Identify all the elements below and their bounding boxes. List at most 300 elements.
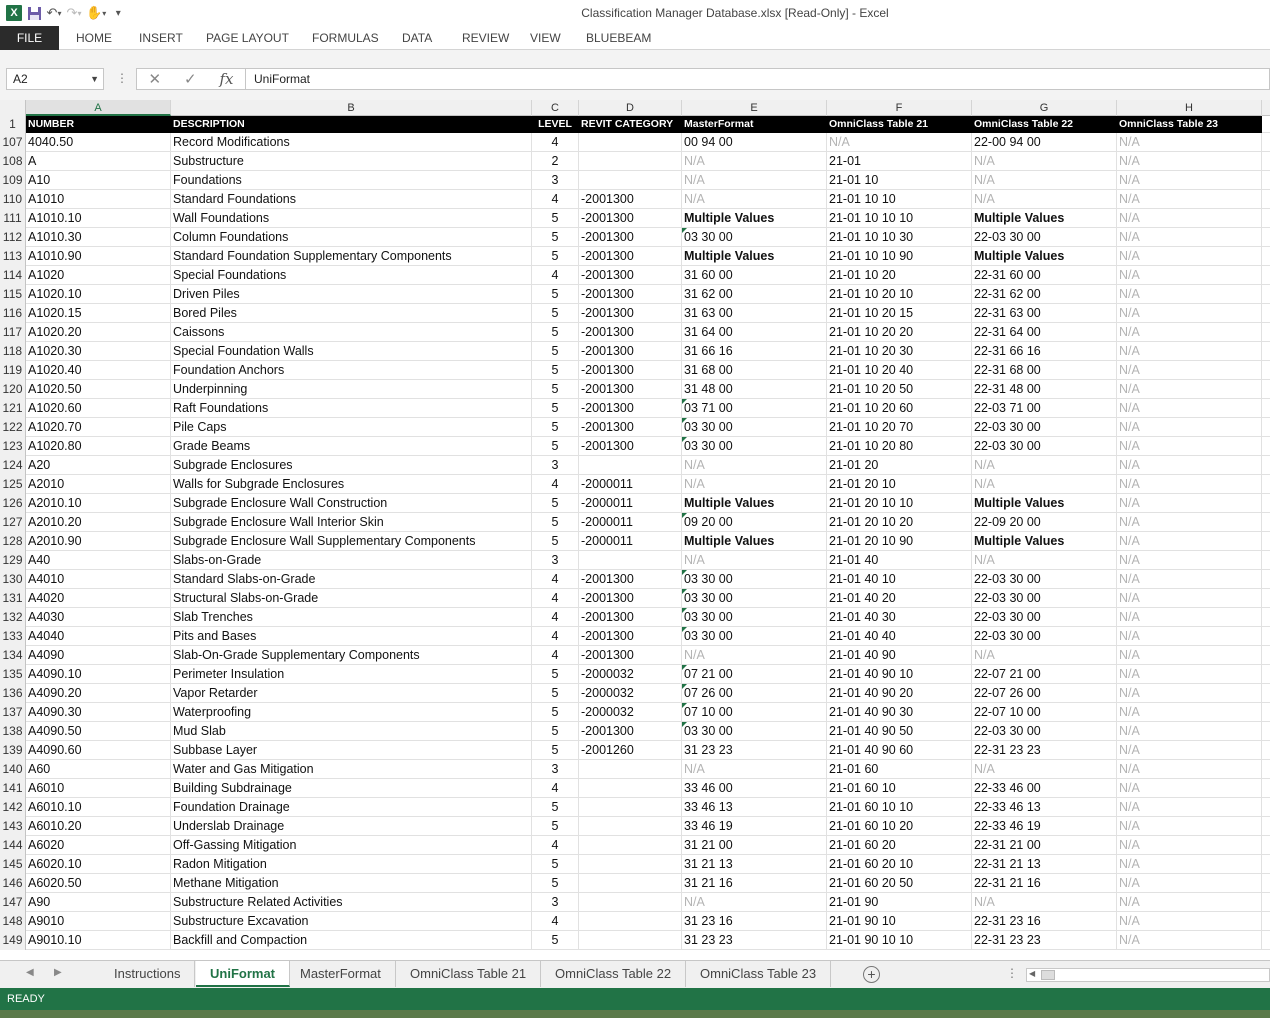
ribbon-tab-insert[interactable]: INSERT — [139, 31, 183, 45]
cell-b[interactable]: Substructure — [171, 152, 532, 171]
cell-c[interactable]: 4 — [532, 912, 579, 931]
cell-c[interactable]: 4 — [532, 133, 579, 152]
cell-g[interactable]: 22-03 30 00 — [972, 437, 1117, 456]
cell-h[interactable]: N/A — [1117, 456, 1262, 475]
cell-g[interactable]: N/A — [972, 190, 1117, 209]
row-number[interactable]: 1 — [0, 116, 26, 133]
sheet-tab-omniclass-table-23[interactable]: OmniClass Table 23 — [686, 961, 831, 987]
cell-d[interactable] — [579, 836, 682, 855]
row-number[interactable]: 126 — [0, 494, 26, 513]
cell-h[interactable]: N/A — [1117, 722, 1262, 741]
cell-c[interactable]: 5 — [532, 874, 579, 893]
cell-f[interactable]: 21-01 40 90 20 — [827, 684, 972, 703]
cell-d[interactable]: -2001300 — [579, 722, 682, 741]
cell-c[interactable]: 2 — [532, 152, 579, 171]
cell-g[interactable]: N/A — [972, 171, 1117, 190]
cell-g[interactable]: 22-31 21 16 — [972, 874, 1117, 893]
cell-b[interactable]: Foundation Drainage — [171, 798, 532, 817]
cell-g[interactable]: 22-31 66 16 — [972, 342, 1117, 361]
cell-d[interactable]: -2001300 — [579, 627, 682, 646]
cell-f[interactable]: 21-01 60 20 50 — [827, 874, 972, 893]
cell-g[interactable]: 22-03 30 00 — [972, 589, 1117, 608]
cell-e[interactable]: 33 46 00 — [682, 779, 827, 798]
cell-a[interactable]: A1020.60 — [26, 399, 171, 418]
cell-a[interactable]: A4090.20 — [26, 684, 171, 703]
cell-f[interactable]: 21-01 40 30 — [827, 608, 972, 627]
column-header-c[interactable]: C — [532, 100, 579, 116]
cell-f[interactable]: 21-01 10 20 15 — [827, 304, 972, 323]
scroll-right-icon[interactable]: ▶ — [54, 967, 62, 978]
cell-d[interactable]: -2001300 — [579, 418, 682, 437]
cell-g[interactable]: Multiple Values — [972, 247, 1117, 266]
cell-b[interactable]: Caissons — [171, 323, 532, 342]
cell-g[interactable]: 22-09 20 00 — [972, 513, 1117, 532]
row-number[interactable]: 140 — [0, 760, 26, 779]
cell-e[interactable]: 31 23 16 — [682, 912, 827, 931]
cell-b[interactable]: Radon Mitigation — [171, 855, 532, 874]
cell-b[interactable]: Water and Gas Mitigation — [171, 760, 532, 779]
cell-h[interactable]: N/A — [1117, 855, 1262, 874]
sheet-tab-instructions[interactable]: Instructions — [100, 961, 195, 987]
cell-b[interactable]: Substructure Related Activities — [171, 893, 532, 912]
cell-b[interactable]: Underpinning — [171, 380, 532, 399]
row-number[interactable]: 117 — [0, 323, 26, 342]
row-number[interactable]: 129 — [0, 551, 26, 570]
cell-e[interactable]: 03 30 00 — [682, 437, 827, 456]
cell-h[interactable]: N/A — [1117, 608, 1262, 627]
cell-a[interactable]: A4020 — [26, 589, 171, 608]
cell-h[interactable]: N/A — [1117, 133, 1262, 152]
cell-b[interactable]: Standard Foundations — [171, 190, 532, 209]
cell-f[interactable]: 21-01 10 20 80 — [827, 437, 972, 456]
cell-h[interactable]: N/A — [1117, 589, 1262, 608]
cell-a[interactable]: A — [26, 152, 171, 171]
cell-f[interactable]: 21-01 40 90 30 — [827, 703, 972, 722]
cell-c[interactable]: 5 — [532, 342, 579, 361]
cell-e[interactable]: 31 66 16 — [682, 342, 827, 361]
cell-e[interactable]: 03 30 00 — [682, 722, 827, 741]
cell-d[interactable] — [579, 456, 682, 475]
cell-b[interactable]: Walls for Subgrade Enclosures — [171, 475, 532, 494]
cell-e[interactable]: 31 68 00 — [682, 361, 827, 380]
cell-g[interactable]: 22-03 30 00 — [972, 570, 1117, 589]
touch-mode-icon[interactable]: ✋ ▾ — [86, 5, 107, 20]
row-number[interactable]: 134 — [0, 646, 26, 665]
cell-f[interactable]: 21-01 40 40 — [827, 627, 972, 646]
cell-d[interactable]: -2001300 — [579, 570, 682, 589]
cell-b[interactable]: Foundations — [171, 171, 532, 190]
cell-h[interactable]: N/A — [1117, 418, 1262, 437]
cell-b[interactable]: Pits and Bases — [171, 627, 532, 646]
cell-g[interactable]: N/A — [972, 760, 1117, 779]
cell-f[interactable]: 21-01 40 90 10 — [827, 665, 972, 684]
undo-icon[interactable]: ↶ ▾ — [46, 5, 62, 20]
cell-c[interactable]: 5 — [532, 798, 579, 817]
cell-e[interactable]: 03 30 00 — [682, 418, 827, 437]
redo-icon[interactable]: ↷ ▾ — [66, 5, 82, 20]
cell-e[interactable]: 00 94 00 — [682, 133, 827, 152]
cell-a[interactable]: A1010.90 — [26, 247, 171, 266]
cell-g[interactable]: 22-33 46 00 — [972, 779, 1117, 798]
cell-c[interactable]: 3 — [532, 893, 579, 912]
cell-h[interactable]: N/A — [1117, 532, 1262, 551]
cell-c[interactable]: 5 — [532, 684, 579, 703]
cancel-icon[interactable]: ✕ — [148, 71, 162, 88]
cell-d[interactable] — [579, 855, 682, 874]
cell-d[interactable] — [579, 817, 682, 836]
cell-e[interactable]: 31 63 00 — [682, 304, 827, 323]
cell-a[interactable]: A6020.50 — [26, 874, 171, 893]
ribbon-tab-data[interactable]: DATA — [402, 31, 433, 45]
cell-e[interactable]: N/A — [682, 551, 827, 570]
cell-b[interactable]: Vapor Retarder — [171, 684, 532, 703]
cell-e[interactable]: 07 21 00 — [682, 665, 827, 684]
cell-a[interactable]: A1010.10 — [26, 209, 171, 228]
cell-e[interactable]: N/A — [682, 190, 827, 209]
select-all-corner[interactable] — [0, 100, 26, 116]
cell-g[interactable]: 22-07 21 00 — [972, 665, 1117, 684]
cell-h[interactable]: N/A — [1117, 817, 1262, 836]
customize-toolbar-icon[interactable]: ▾ — [115, 7, 121, 19]
cell-c[interactable]: 5 — [532, 665, 579, 684]
cell-d[interactable]: -2001300 — [579, 437, 682, 456]
cell-f[interactable]: 21-01 10 20 — [827, 266, 972, 285]
cell-h[interactable]: N/A — [1117, 551, 1262, 570]
cell-b[interactable]: Underslab Drainage — [171, 817, 532, 836]
cell-f[interactable]: 21-01 10 20 50 — [827, 380, 972, 399]
cell-g[interactable]: 22-31 63 00 — [972, 304, 1117, 323]
cell-f[interactable]: 21-01 10 10 90 — [827, 247, 972, 266]
cell-f[interactable]: N/A — [827, 133, 972, 152]
cell-f[interactable]: 21-01 20 10 20 — [827, 513, 972, 532]
cell-h[interactable]: N/A — [1117, 665, 1262, 684]
enter-check-icon[interactable]: ✓ — [183, 71, 197, 88]
cell-h[interactable]: N/A — [1117, 874, 1262, 893]
cell-f[interactable]: 21-01 60 — [827, 760, 972, 779]
cell-g[interactable]: 22-31 21 13 — [972, 855, 1117, 874]
cell-b[interactable]: Perimeter Insulation — [171, 665, 532, 684]
row-number[interactable]: 138 — [0, 722, 26, 741]
cell-f[interactable]: 21-01 10 20 70 — [827, 418, 972, 437]
cell-h[interactable]: N/A — [1117, 931, 1262, 950]
cell-e[interactable]: 33 46 13 — [682, 798, 827, 817]
cell-c[interactable]: 5 — [532, 304, 579, 323]
cell-g[interactable]: N/A — [972, 893, 1117, 912]
cell-h[interactable]: N/A — [1117, 741, 1262, 760]
cell-d[interactable] — [579, 779, 682, 798]
cell-f[interactable]: 21-01 90 10 10 — [827, 931, 972, 950]
cell-b[interactable]: Slabs-on-Grade — [171, 551, 532, 570]
cell-c[interactable]: 3 — [532, 551, 579, 570]
cell-d[interactable] — [579, 798, 682, 817]
cell-a[interactable]: A20 — [26, 456, 171, 475]
cell-f[interactable]: 21-01 10 10 30 — [827, 228, 972, 247]
cell-b[interactable]: Standard Foundation Supplementary Components — [171, 247, 532, 266]
cell-c[interactable]: 4 — [532, 779, 579, 798]
cell-h[interactable]: N/A — [1117, 912, 1262, 931]
cell-b[interactable]: Methane Mitigation — [171, 874, 532, 893]
cell-d[interactable]: -2000032 — [579, 684, 682, 703]
cell-d[interactable]: -2001300 — [579, 589, 682, 608]
row-number[interactable]: 118 — [0, 342, 26, 361]
cell-e[interactable]: N/A — [682, 646, 827, 665]
cell-e[interactable]: N/A — [682, 171, 827, 190]
ribbon-tab-file[interactable]: FILE — [0, 26, 59, 50]
cell-a[interactable]: A1020.20 — [26, 323, 171, 342]
cell-c[interactable]: 5 — [532, 247, 579, 266]
cell-h[interactable]: N/A — [1117, 760, 1262, 779]
cell-h[interactable]: N/A — [1117, 209, 1262, 228]
cell-a[interactable]: A4090.30 — [26, 703, 171, 722]
cell-g[interactable]: 22-31 23 23 — [972, 931, 1117, 950]
cell-g[interactable]: 22-07 10 00 — [972, 703, 1117, 722]
cell-h[interactable]: N/A — [1117, 779, 1262, 798]
cell-d[interactable] — [579, 874, 682, 893]
cell-h[interactable]: N/A — [1117, 342, 1262, 361]
cell-b[interactable]: Slab-On-Grade Supplementary Components — [171, 646, 532, 665]
column-header-f[interactable]: F — [827, 100, 972, 116]
row-number[interactable]: 127 — [0, 513, 26, 532]
cell-b[interactable]: Raft Foundations — [171, 399, 532, 418]
column-header-e[interactable]: E — [682, 100, 827, 116]
cell-a[interactable]: A40 — [26, 551, 171, 570]
cell-d[interactable] — [579, 133, 682, 152]
cell-c[interactable]: 4 — [532, 627, 579, 646]
cell-f[interactable]: 21-01 40 90 50 — [827, 722, 972, 741]
cell-d[interactable] — [579, 171, 682, 190]
cell-c[interactable]: 5 — [532, 741, 579, 760]
cell-c[interactable]: 4 — [532, 836, 579, 855]
cell-a[interactable]: A1020.15 — [26, 304, 171, 323]
cell-a[interactable]: A6010 — [26, 779, 171, 798]
cell-h[interactable]: N/A — [1117, 798, 1262, 817]
cell-h[interactable]: N/A — [1117, 684, 1262, 703]
cell-h[interactable]: N/A — [1117, 646, 1262, 665]
cell-d[interactable] — [579, 931, 682, 950]
cell-a[interactable]: A1020.30 — [26, 342, 171, 361]
cell-g[interactable]: 22-31 23 23 — [972, 741, 1117, 760]
cell-a[interactable]: A1020.40 — [26, 361, 171, 380]
cell-e[interactable]: 31 64 00 — [682, 323, 827, 342]
cell-b[interactable]: Subgrade Enclosures — [171, 456, 532, 475]
row-number[interactable]: 111 — [0, 209, 26, 228]
cell-g[interactable]: 22-31 62 00 — [972, 285, 1117, 304]
cell-a[interactable]: A6020 — [26, 836, 171, 855]
cell-h[interactable]: N/A — [1117, 247, 1262, 266]
cell-c[interactable]: 5 — [532, 418, 579, 437]
cell-d[interactable] — [579, 912, 682, 931]
ribbon-tab-home[interactable]: HOME — [76, 31, 112, 45]
cell-d[interactable]: -2000011 — [579, 532, 682, 551]
cell-g[interactable]: 22-03 30 00 — [972, 627, 1117, 646]
cell-h[interactable]: N/A — [1117, 323, 1262, 342]
cell-c[interactable]: 5 — [532, 209, 579, 228]
name-box[interactable] — [6, 68, 104, 90]
column-header-d[interactable]: D — [579, 100, 682, 116]
cell-b[interactable]: Special Foundation Walls — [171, 342, 532, 361]
cell-d[interactable]: -2001300 — [579, 361, 682, 380]
cell-e[interactable]: 07 10 00 — [682, 703, 827, 722]
cell-e[interactable]: 31 62 00 — [682, 285, 827, 304]
row-number[interactable]: 130 — [0, 570, 26, 589]
row-number[interactable]: 123 — [0, 437, 26, 456]
row-number[interactable]: 143 — [0, 817, 26, 836]
row-number[interactable]: 148 — [0, 912, 26, 931]
cell-f[interactable]: 21-01 10 10 — [827, 190, 972, 209]
row-number[interactable]: 114 — [0, 266, 26, 285]
cell-b[interactable]: Grade Beams — [171, 437, 532, 456]
cell-c[interactable]: 4 — [532, 190, 579, 209]
cell-g[interactable]: Multiple Values — [972, 494, 1117, 513]
column-header-g[interactable]: G — [972, 100, 1117, 116]
cell-d[interactable]: -2000032 — [579, 665, 682, 684]
cell-g[interactable]: 22-33 46 13 — [972, 798, 1117, 817]
cell-f[interactable]: 21-01 90 10 — [827, 912, 972, 931]
cell-d[interactable]: -2001300 — [579, 342, 682, 361]
cell-h[interactable]: N/A — [1117, 836, 1262, 855]
cell-e[interactable]: 31 21 13 — [682, 855, 827, 874]
cell-a[interactable]: A4040 — [26, 627, 171, 646]
cell-b[interactable]: Pile Caps — [171, 418, 532, 437]
ribbon-tab-formulas[interactable]: FORMULAS — [312, 31, 379, 45]
cell-e[interactable]: 33 46 19 — [682, 817, 827, 836]
sheet-tab-masterformat[interactable]: MasterFormat — [286, 961, 396, 987]
cell-e[interactable]: Multiple Values — [682, 532, 827, 551]
row-number[interactable]: 142 — [0, 798, 26, 817]
cell-a[interactable]: A2010.90 — [26, 532, 171, 551]
cell-a[interactable]: A1010.30 — [26, 228, 171, 247]
cell-h[interactable]: N/A — [1117, 304, 1262, 323]
row-number[interactable]: 146 — [0, 874, 26, 893]
row-number[interactable]: 110 — [0, 190, 26, 209]
row-number[interactable]: 108 — [0, 152, 26, 171]
cell-f[interactable]: 21-01 60 10 20 — [827, 817, 972, 836]
cell-d[interactable]: -2000032 — [579, 703, 682, 722]
cell-g[interactable]: 22-03 30 00 — [972, 228, 1117, 247]
cell-e[interactable]: 31 48 00 — [682, 380, 827, 399]
cell-f[interactable]: 21-01 10 20 30 — [827, 342, 972, 361]
row-number[interactable]: 113 — [0, 247, 26, 266]
cell-h[interactable]: N/A — [1117, 475, 1262, 494]
cell-a[interactable]: A1020.10 — [26, 285, 171, 304]
cell-c[interactable]: 5 — [532, 323, 579, 342]
cell-d[interactable]: -2001300 — [579, 323, 682, 342]
cell-c[interactable]: 5 — [532, 855, 579, 874]
cell-f[interactable]: 21-01 40 90 — [827, 646, 972, 665]
cell-f[interactable]: 21-01 20 — [827, 456, 972, 475]
row-number[interactable]: 121 — [0, 399, 26, 418]
cell-f[interactable]: 21-01 60 10 10 — [827, 798, 972, 817]
cell-e[interactable]: 03 30 00 — [682, 570, 827, 589]
cell-d[interactable]: -2001300 — [579, 399, 682, 418]
cell-b[interactable]: Subbase Layer — [171, 741, 532, 760]
cell-d[interactable]: -2001300 — [579, 228, 682, 247]
row-number[interactable]: 125 — [0, 475, 26, 494]
cell-h[interactable]: N/A — [1117, 171, 1262, 190]
row-number[interactable]: 145 — [0, 855, 26, 874]
cell-e[interactable]: 07 26 00 — [682, 684, 827, 703]
row-number[interactable]: 139 — [0, 741, 26, 760]
cell-b[interactable]: Slab Trenches — [171, 608, 532, 627]
row-number[interactable]: 136 — [0, 684, 26, 703]
cell-b[interactable]: Structural Slabs-on-Grade — [171, 589, 532, 608]
cell-e[interactable]: 09 20 00 — [682, 513, 827, 532]
cell-e[interactable]: 03 30 00 — [682, 589, 827, 608]
cell-b[interactable]: Standard Slabs-on-Grade — [171, 570, 532, 589]
cell-a[interactable]: A1020.70 — [26, 418, 171, 437]
cell-a[interactable]: A2010.20 — [26, 513, 171, 532]
cell-a[interactable]: A90 — [26, 893, 171, 912]
cell-c[interactable]: 5 — [532, 532, 579, 551]
scroll-left-icon[interactable]: ◀ — [26, 967, 34, 978]
cell-d[interactable]: -2001300 — [579, 266, 682, 285]
row-number[interactable]: 112 — [0, 228, 26, 247]
scroll-left-icon[interactable]: ◀ — [1029, 969, 1036, 978]
cell-b[interactable]: Subgrade Enclosure Wall Construction — [171, 494, 532, 513]
ribbon-tab-bluebeam[interactable]: BLUEBEAM — [586, 31, 652, 45]
cell-a[interactable]: A1020 — [26, 266, 171, 285]
row-number[interactable]: 132 — [0, 608, 26, 627]
sheet-tab-omniclass-table-21[interactable]: OmniClass Table 21 — [396, 961, 541, 987]
cell-a[interactable]: NUMBER — [26, 116, 171, 133]
cell-c[interactable]: LEVEL — [532, 116, 579, 133]
cell-a[interactable]: A6010.20 — [26, 817, 171, 836]
cell-d[interactable]: -2001300 — [579, 285, 682, 304]
spreadsheet-grid[interactable] — [0, 100, 1270, 960]
ribbon-tab-page-layout[interactable]: PAGE LAYOUT — [206, 31, 289, 45]
cell-c[interactable]: 5 — [532, 437, 579, 456]
cell-d[interactable]: -2000011 — [579, 494, 682, 513]
cell-b[interactable]: Wall Foundations — [171, 209, 532, 228]
cell-e[interactable]: N/A — [682, 893, 827, 912]
cell-d[interactable]: REVIT CATEGORY — [579, 116, 682, 133]
cell-a[interactable]: A6020.10 — [26, 855, 171, 874]
cell-c[interactable]: 4 — [532, 608, 579, 627]
cell-h[interactable]: N/A — [1117, 893, 1262, 912]
cell-e[interactable]: 03 30 00 — [682, 608, 827, 627]
cell-f[interactable]: 21-01 60 20 10 — [827, 855, 972, 874]
cell-b[interactable]: Backfill and Compaction — [171, 931, 532, 950]
cell-f[interactable]: 21-01 60 20 — [827, 836, 972, 855]
cell-h[interactable]: N/A — [1117, 703, 1262, 722]
cell-d[interactable]: -2001300 — [579, 247, 682, 266]
cell-d[interactable]: -2001300 — [579, 190, 682, 209]
cell-b[interactable]: Special Foundations — [171, 266, 532, 285]
cell-c[interactable]: 3 — [532, 760, 579, 779]
cell-a[interactable]: A2010.10 — [26, 494, 171, 513]
formula-input[interactable]: UniFormat — [246, 68, 1270, 90]
cell-g[interactable]: 22-07 26 00 — [972, 684, 1117, 703]
row-number[interactable]: 120 — [0, 380, 26, 399]
row-number[interactable]: 135 — [0, 665, 26, 684]
cell-e[interactable]: N/A — [682, 152, 827, 171]
cell-g[interactable]: 22-03 30 00 — [972, 418, 1117, 437]
row-number[interactable]: 149 — [0, 931, 26, 950]
row-number[interactable]: 115 — [0, 285, 26, 304]
cell-g[interactable]: 22-03 30 00 — [972, 608, 1117, 627]
cell-e[interactable]: 31 21 00 — [682, 836, 827, 855]
row-number[interactable]: 128 — [0, 532, 26, 551]
cell-f[interactable]: 21-01 10 — [827, 171, 972, 190]
cell-e[interactable]: Multiple Values — [682, 494, 827, 513]
cell-h[interactable]: N/A — [1117, 380, 1262, 399]
cell-b[interactable]: Off-Gassing Mitigation — [171, 836, 532, 855]
cell-a[interactable]: A9010 — [26, 912, 171, 931]
cell-c[interactable]: 4 — [532, 266, 579, 285]
cell-a[interactable]: A1020.80 — [26, 437, 171, 456]
cell-g[interactable]: N/A — [972, 456, 1117, 475]
cell-e[interactable]: 31 23 23 — [682, 741, 827, 760]
